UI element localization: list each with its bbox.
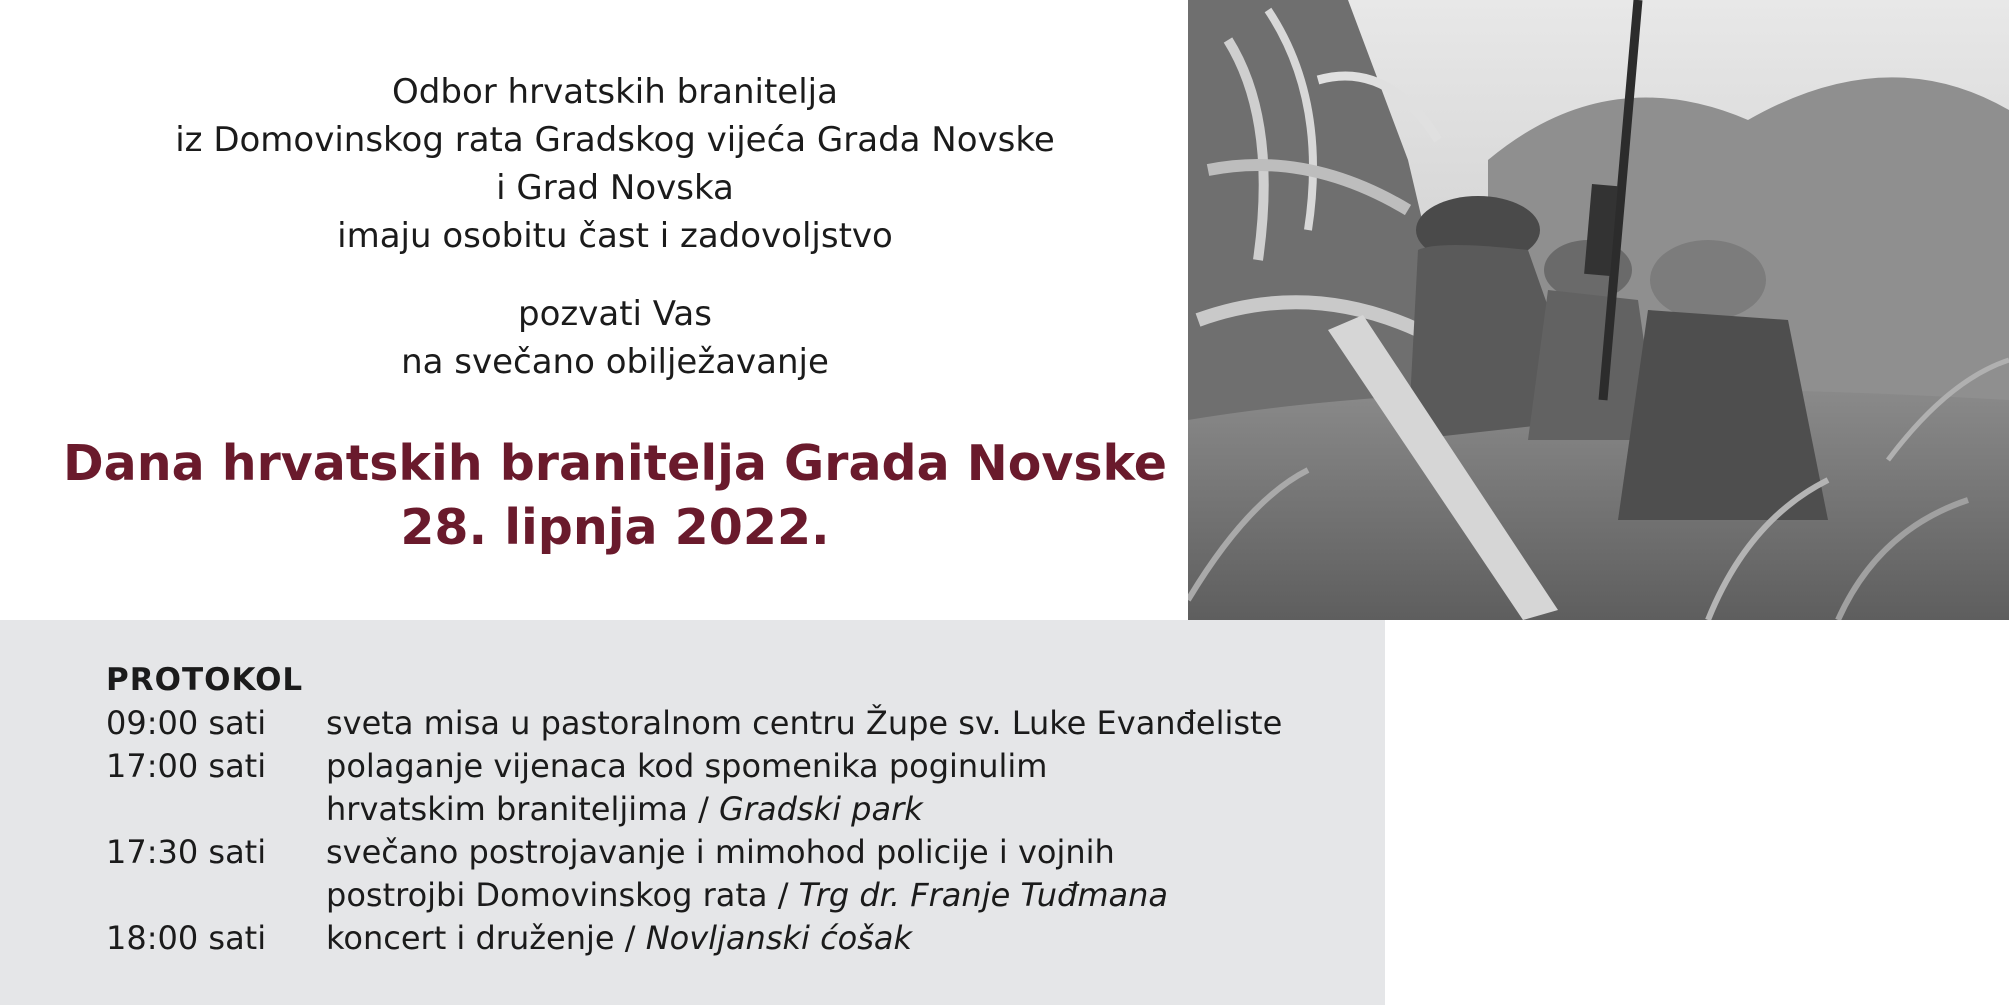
protocol-section xyxy=(0,620,1385,1005)
protocol-location: Trg dr. Franje Tuđmana xyxy=(798,876,1169,914)
protocol-line xyxy=(326,917,1366,960)
intro-line: imaju osobitu čast i zadovoljstvo xyxy=(337,216,893,256)
protocol-location: Novljanski ćošak xyxy=(645,919,913,957)
invitation-intro xyxy=(0,68,1230,386)
protocol-description xyxy=(326,745,1366,831)
protocol-line xyxy=(326,788,1366,831)
protocol-description xyxy=(326,917,1366,960)
protocol-title: PROTOKOL xyxy=(106,662,304,698)
protocol-line xyxy=(326,874,1366,917)
protocol-time: 09:00 sati xyxy=(106,704,267,742)
protocol-time: 17:30 sati xyxy=(106,833,267,871)
event-heading xyxy=(0,432,1230,560)
protocol-location: Gradski park xyxy=(719,790,923,828)
intro-line: Odbor hrvatskih branitelja xyxy=(392,72,838,112)
soldiers-photo-illustration xyxy=(1188,0,2009,620)
protocol-list xyxy=(106,702,1366,960)
protocol-text: koncert i druženje / xyxy=(326,919,646,957)
event-date: 28. lipnja 2022. xyxy=(400,499,830,556)
protocol-item xyxy=(106,831,1366,917)
protocol-line: svečano postrojavanje i mimohod policije i vojnih xyxy=(326,833,1115,871)
protocol-line: sveta misa u pastoralnom centru Župe sv. Luke Evanđeliste xyxy=(326,704,1283,742)
protocol-item xyxy=(106,702,1366,745)
intro-line: iz Domovinskog rata Gradskog vijeća Grada Novske xyxy=(175,120,1055,160)
intro-line: na svečano obilježavanje xyxy=(401,342,829,382)
protocol-text: postrojbi Domovinskog rata / xyxy=(326,876,799,914)
protocol-description xyxy=(326,702,1366,745)
spacer xyxy=(0,260,1230,290)
protocol-text: hrvatskim braniteljima / xyxy=(326,790,720,828)
intro-line: pozvati Vas xyxy=(518,294,712,334)
protocol-line: polaganje vijenaca kod spomenika poginulim xyxy=(326,747,1048,785)
protocol-description xyxy=(326,831,1366,917)
intro-line: i Grad Novska xyxy=(496,168,734,208)
protocol-item xyxy=(106,745,1366,831)
protocol-item xyxy=(106,917,1366,960)
soldiers-photo xyxy=(1188,0,2009,620)
protocol-time: 17:00 sati xyxy=(106,747,267,785)
protocol-time: 18:00 sati xyxy=(106,919,267,957)
event-title: Dana hrvatskih branitelja Grada Novske xyxy=(62,435,1167,492)
